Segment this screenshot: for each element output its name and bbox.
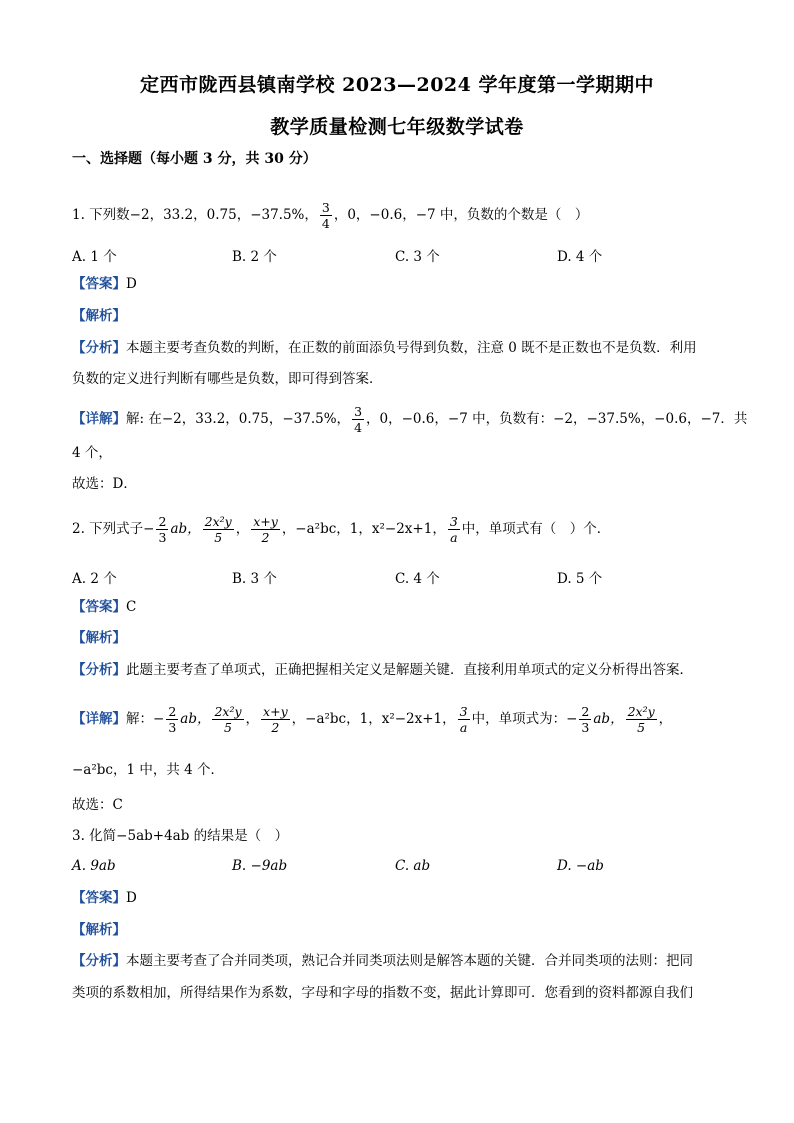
q2-detail-prefix: 解：− — [126, 711, 165, 727]
q2-detail-frac-2 — [212, 704, 243, 735]
q1-detail — [72, 404, 748, 435]
q2-detail-frac-1 — [166, 704, 178, 735]
q2-dfrac4-den: a — [459, 720, 468, 735]
q2-dfrac2-den: 5 — [224, 720, 232, 735]
fenxi-tag: 【分析】 — [72, 662, 126, 678]
q1-stem-text-a: 1. 下列数−2，33.2，0.75，−37.5%， — [72, 207, 318, 223]
q2-term-1: ab， — [170, 521, 201, 537]
q1-option-d: D. 4 个 — [557, 249, 603, 265]
q1-answer-value: D — [126, 276, 137, 292]
q2-answer — [72, 597, 734, 617]
q2-dfrac5-den: 3 — [581, 720, 590, 735]
q2-detail-frac-6 — [626, 704, 657, 735]
q1-detail-text-b: ，0，−0.6，−7 中，负数有：−2，−37.5%，−0.6，−7．共 — [366, 411, 748, 427]
q1-fenxi-2: 负数的定义进行判断有哪些是负数，即可得到答案． — [72, 371, 383, 387]
q2-dterm-5: ab， — [593, 711, 624, 727]
q1-detail-frac-den: 4 — [354, 420, 363, 435]
q2-option-d: D. 5 个 — [557, 571, 603, 587]
q2-term-2: ， — [235, 521, 250, 537]
q2-frac-4 — [448, 514, 460, 545]
answer-tag: 【答案】 — [72, 890, 126, 906]
section-title: 一、选择题（每小题 3 分，共 30 分） — [72, 151, 317, 167]
fenxi-tag: 【分析】 — [72, 340, 126, 356]
q2-dfrac1-num: 2 — [168, 704, 177, 719]
q2-frac3-den: 2 — [261, 530, 270, 545]
q2-frac2-den: 5 — [214, 530, 223, 545]
fenxi-tag: 【分析】 — [72, 953, 126, 969]
q2-frac4-num: 3 — [449, 514, 458, 529]
q1-frac-den: 4 — [321, 216, 330, 231]
q3-option-d: D. −ab — [557, 858, 604, 874]
q1-analysis-tag: 【解析】 — [72, 308, 126, 324]
q2-frac1-den: 3 — [158, 530, 167, 545]
q1-detail-frac-num: 3 — [354, 404, 363, 419]
q2-frac-1 — [156, 514, 168, 545]
q1-fenxi-1 — [72, 338, 734, 358]
answer-tag: 【答案】 — [72, 276, 126, 292]
q2-dfrac6-num: 2x²y — [627, 704, 655, 719]
q2-dfrac3-den: 2 — [271, 720, 280, 735]
q2-detail-frac-4 — [458, 704, 470, 735]
q3-answer-value: D — [126, 890, 137, 906]
q2-stem-prefix: 2. 下列式子− — [72, 521, 155, 537]
q2-option-c: C. 4 个 — [395, 571, 440, 587]
q2-dfrac6-den: 5 — [637, 720, 646, 735]
q2-frac3-num: x+y — [253, 514, 278, 529]
page-subtitle: 教学质量检测七年级数学试卷 — [270, 116, 524, 138]
q2-option-b: B. 3 个 — [232, 571, 277, 587]
q3-option-b: B. −9ab — [232, 858, 288, 874]
q2-dfrac5-num: 2 — [581, 704, 590, 719]
q1-detail-text-a: 解: 在−2，33.2，0.75，−37.5%， — [126, 411, 351, 427]
q2-dfrac4-num: 3 — [459, 704, 468, 719]
q2-fenxi-text-1: 此题主要考查了单项式，正确把握相关定义是解题关键．直接利用单项式的定义分析得出答案． — [126, 662, 693, 678]
page-title: 定西市陇西县镇南学校 2023—2024 学年度第一学期期中 — [140, 74, 654, 96]
answer-tag: 【答案】 — [72, 599, 126, 615]
q2-frac1-num: 2 — [158, 514, 167, 529]
q2-answer-value: C — [126, 599, 137, 615]
q2-frac4-den: a — [450, 530, 458, 545]
q2-dfrac2-num: 2x²y — [214, 704, 242, 719]
q2-option-a: A. 2 个 — [72, 571, 117, 587]
detail-tag: 【详解】 — [72, 411, 126, 427]
detail-tag: 【详解】 — [72, 711, 126, 727]
q1-choose: 故选：D． — [72, 476, 137, 492]
q1-stem-text-b: ，0，−0.6，−7 中，负数的个数是（ ） — [333, 207, 589, 223]
q1-fraction — [320, 200, 332, 231]
q1-fenxi-text-1: 本题主要考查负数的判断，在正数的前面添负号得到负数，注意 0 既不是正数也不是负数．利用 — [126, 340, 697, 356]
q2-dterm-6: ， — [658, 711, 673, 727]
q1-stem — [72, 200, 734, 231]
q2-stem — [72, 514, 734, 545]
q2-term-4: 中，单项式有（ ）个． — [461, 521, 611, 537]
q2-term-3: ，−a²bc，1，x²−2x+1， — [281, 521, 446, 537]
q2-detail-frac-3 — [261, 704, 290, 735]
q2-frac2-num: 2x²y — [204, 514, 232, 529]
q1-option-a: A. 1 个 — [72, 249, 117, 265]
q2-frac-3 — [251, 514, 280, 545]
q2-frac-2 — [203, 514, 234, 545]
q2-dterm-2: ， — [245, 711, 260, 727]
q1-detail-fraction — [352, 404, 364, 435]
q2-dfrac3-num: x+y — [263, 704, 288, 719]
q3-answer — [72, 888, 734, 908]
q3-fenxi-2: 类项的系数相加，所得结果作为系数，字母和字母的指数不变，据此计算即可．您看到的资料都源自我们 — [72, 985, 693, 1001]
q3-fenxi-1 — [72, 951, 734, 971]
q1-option-b: B. 2 个 — [232, 249, 277, 265]
q2-fenxi-1 — [72, 660, 734, 680]
q3-analysis-tag: 【解析】 — [72, 922, 126, 938]
q2-analysis-tag: 【解析】 — [72, 630, 126, 646]
q1-option-c: C. 3 个 — [395, 249, 440, 265]
q2-dterm-3: ，−a²bc，1，x²−2x+1， — [291, 711, 456, 727]
q1-answer — [72, 274, 734, 294]
q2-dterm-1: ab， — [180, 711, 211, 727]
q2-detail — [72, 704, 734, 735]
q2-detail-frac-5 — [579, 704, 591, 735]
q1-frac-num: 3 — [321, 200, 330, 215]
q3-option-c: C. ab — [395, 858, 431, 874]
q2-dfrac1-den: 3 — [168, 720, 177, 735]
q1-detail-2: 4 个， — [72, 445, 112, 461]
q2-choose: 故选：C — [72, 797, 123, 813]
q3-option-a: A. 9ab — [72, 858, 116, 874]
q3-fenxi-text-1: 本题主要考查了合并同类项，熟记合并同类项法则是解答本题的关键．合并同类项的法则：把同 — [126, 953, 693, 969]
q3-stem: 3. 化简−5ab+4ab 的结果是（ ） — [72, 828, 289, 844]
q2-dterm-4: 中，单项式为：− — [471, 711, 578, 727]
q2-detail-2: −a²bc，1 中，共 4 个． — [72, 762, 225, 778]
